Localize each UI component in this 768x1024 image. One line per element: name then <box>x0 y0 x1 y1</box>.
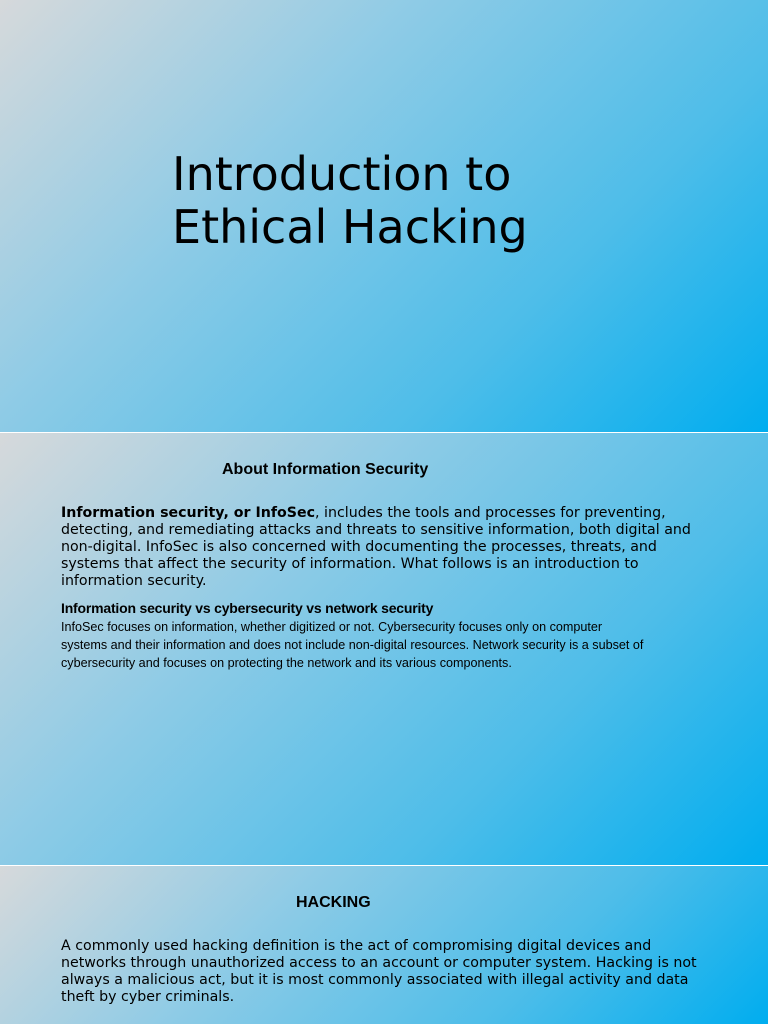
hacking-slide <box>0 866 768 1024</box>
comparison-paragraph: InfoSec focuses on information, whether digitized or not. Cybersecurity focuses only on computer systems and their information and does not include non-digital resources. Network security is a subset of cybersecurity and focuses on protecting the network and its various components. <box>61 620 644 670</box>
title-line-2: Ethical Hacking <box>172 200 528 254</box>
slide-heading: HACKING <box>296 894 371 911</box>
comparison-subheading: Information security vs cybersecurity vs network security <box>61 600 434 616</box>
slide-title <box>172 148 528 254</box>
infosec-bold-term: Information security, or InfoSec <box>61 505 316 521</box>
slide-heading: About Information Security <box>222 461 429 478</box>
information-security-slide <box>0 433 768 865</box>
infosec-paragraph-text: , includes the tools and processes for preventing, detecting, and remediating attacks and threats to sensitive information, both digital and non-digital. InfoSec is also concerned with documenting the processes, threats, and systems that affect the security of information. What follows is an introduction to information security. <box>61 505 691 589</box>
title-slide <box>0 0 768 432</box>
title-line-1: Introduction to <box>172 147 512 201</box>
infosec-paragraph <box>61 505 701 590</box>
hacking-paragraph: A commonly used hacking definition is the act of compromising digital devices and networks through unauthorized access to an account or computer system. Hacking is not always a malicious act, but it is most commonly associated with illegal activity and data theft by cyber criminals. <box>61 938 697 1005</box>
